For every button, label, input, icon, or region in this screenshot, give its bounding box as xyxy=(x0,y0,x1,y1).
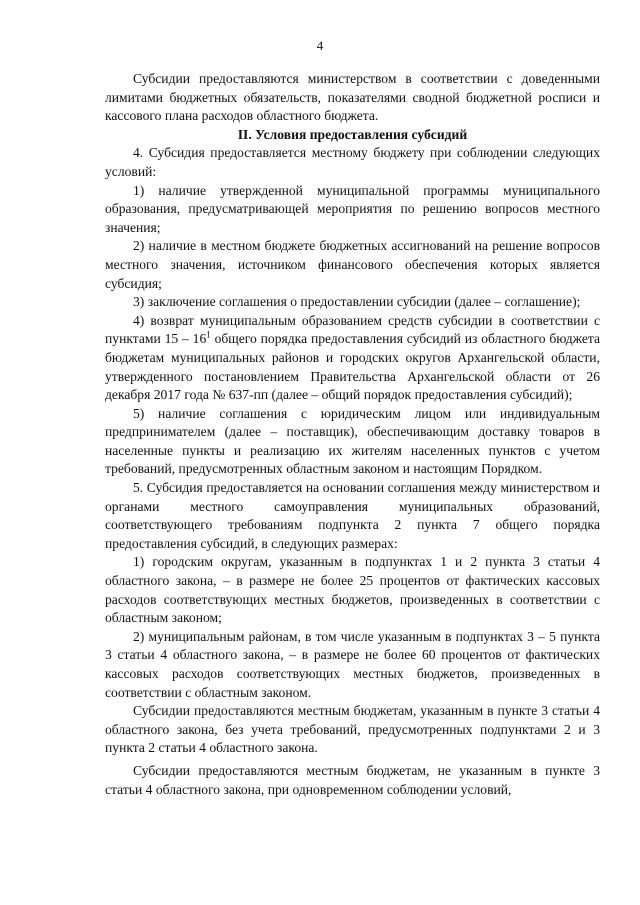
clause-4-item-1: 1) наличие утвержденной муниципальной программы муниципального образования, предусматривающей мероприятия по решению вопросов местного значения; xyxy=(105,182,600,235)
clause-4-item-5: 5) наличие соглашения с юридическим лицом или индивидуальным предпринимателем (далее – поставщик), обеспечивающим доставку товаров в населенные пункты и реализацию их жителям населенных пунктов с учетом требований, предусмотренных областным законом и настоящим Порядком. xyxy=(105,405,600,477)
clause-5-item-2: 2) муниципальным районам, в том числе указанным в подпунктах 3 – 5 пункта 3 статьи 4 областного закона, – в размере не более 60 процентов от фактических кассовых расходов соответствующих местных бюджетов, произведенных в соответствии с областным законом. xyxy=(105,628,600,700)
clause-5: 5. Субсидия предоставляется на основании соглашения между министерством и органами местного самоуправления муниципальных образований, соответствующего требованиям подпункта 2 пункта 7 общего порядка предоставления субсидий, в следующих размерах: xyxy=(105,480,600,551)
clause-4-item-4-superscript: 1 xyxy=(206,329,211,340)
page-number: 4 xyxy=(316,38,324,53)
clause-4: 4. Субсидия предоставляется местному бюджету при соблюдении следующих условий: xyxy=(105,145,600,179)
clause-5-item-1: 1) городским округам, указанным в подпунктах 1 и 2 пункта 3 статьи 4 областного закона, – в размере не более 25 процентов от фактических кассовых расходов соответствующих местных бюджетов, произведенных в соответствии с областным законом; xyxy=(105,554,600,626)
clause-4-item-4-end: общего порядка предоставления субсидий из областного бюджета бюджетам муниципальных районов и городских округов Архангельской области, утвержденного постановлением Правительства Архангельской области от 26 декабря 2017 года № 637-пп (далее – общий порядок предоставления субсидий); xyxy=(105,331,601,403)
clause-4-item-4 xyxy=(105,312,600,405)
clause-4-item-3: 3) заключение соглашения о предоставлении субсидии (далее – соглашение); xyxy=(133,294,581,310)
section-heading: II. Условия предоставления субсидий xyxy=(237,126,468,142)
clause-5-paragraph-1: Субсидии предоставляются местным бюджетам, указанным в пункте 3 статьи 4 областного закона, без учета требований, предусмотренных подпунктами 2 и 3 пункта 2 статьи 4 областного закона. xyxy=(105,703,600,756)
clause-4-item-4-start: 4) возврат муниципальным образованием средств субсидии в соответствии с пунктами 15 – 16 xyxy=(105,312,600,347)
clause-4-item-2: 2) наличие в местном бюджете бюджетных ассигнований на решение вопросов местного значения, источником финансового обеспечения которых является субсидия; xyxy=(105,238,600,291)
clause-5-paragraph-2: Субсидии предоставляются местным бюджетам, не указанным в пункте 3 статьи 4 областного закона, при одновременном соблюдении условий, xyxy=(105,762,600,797)
intro-paragraph: Субсидии предоставляются министерством в соответствии с доведенными лимитами бюджетных обязательств, показателями сводной бюджетной росписи и кассового плана расходов областного бюджета. xyxy=(105,71,600,124)
document-body xyxy=(105,70,600,799)
